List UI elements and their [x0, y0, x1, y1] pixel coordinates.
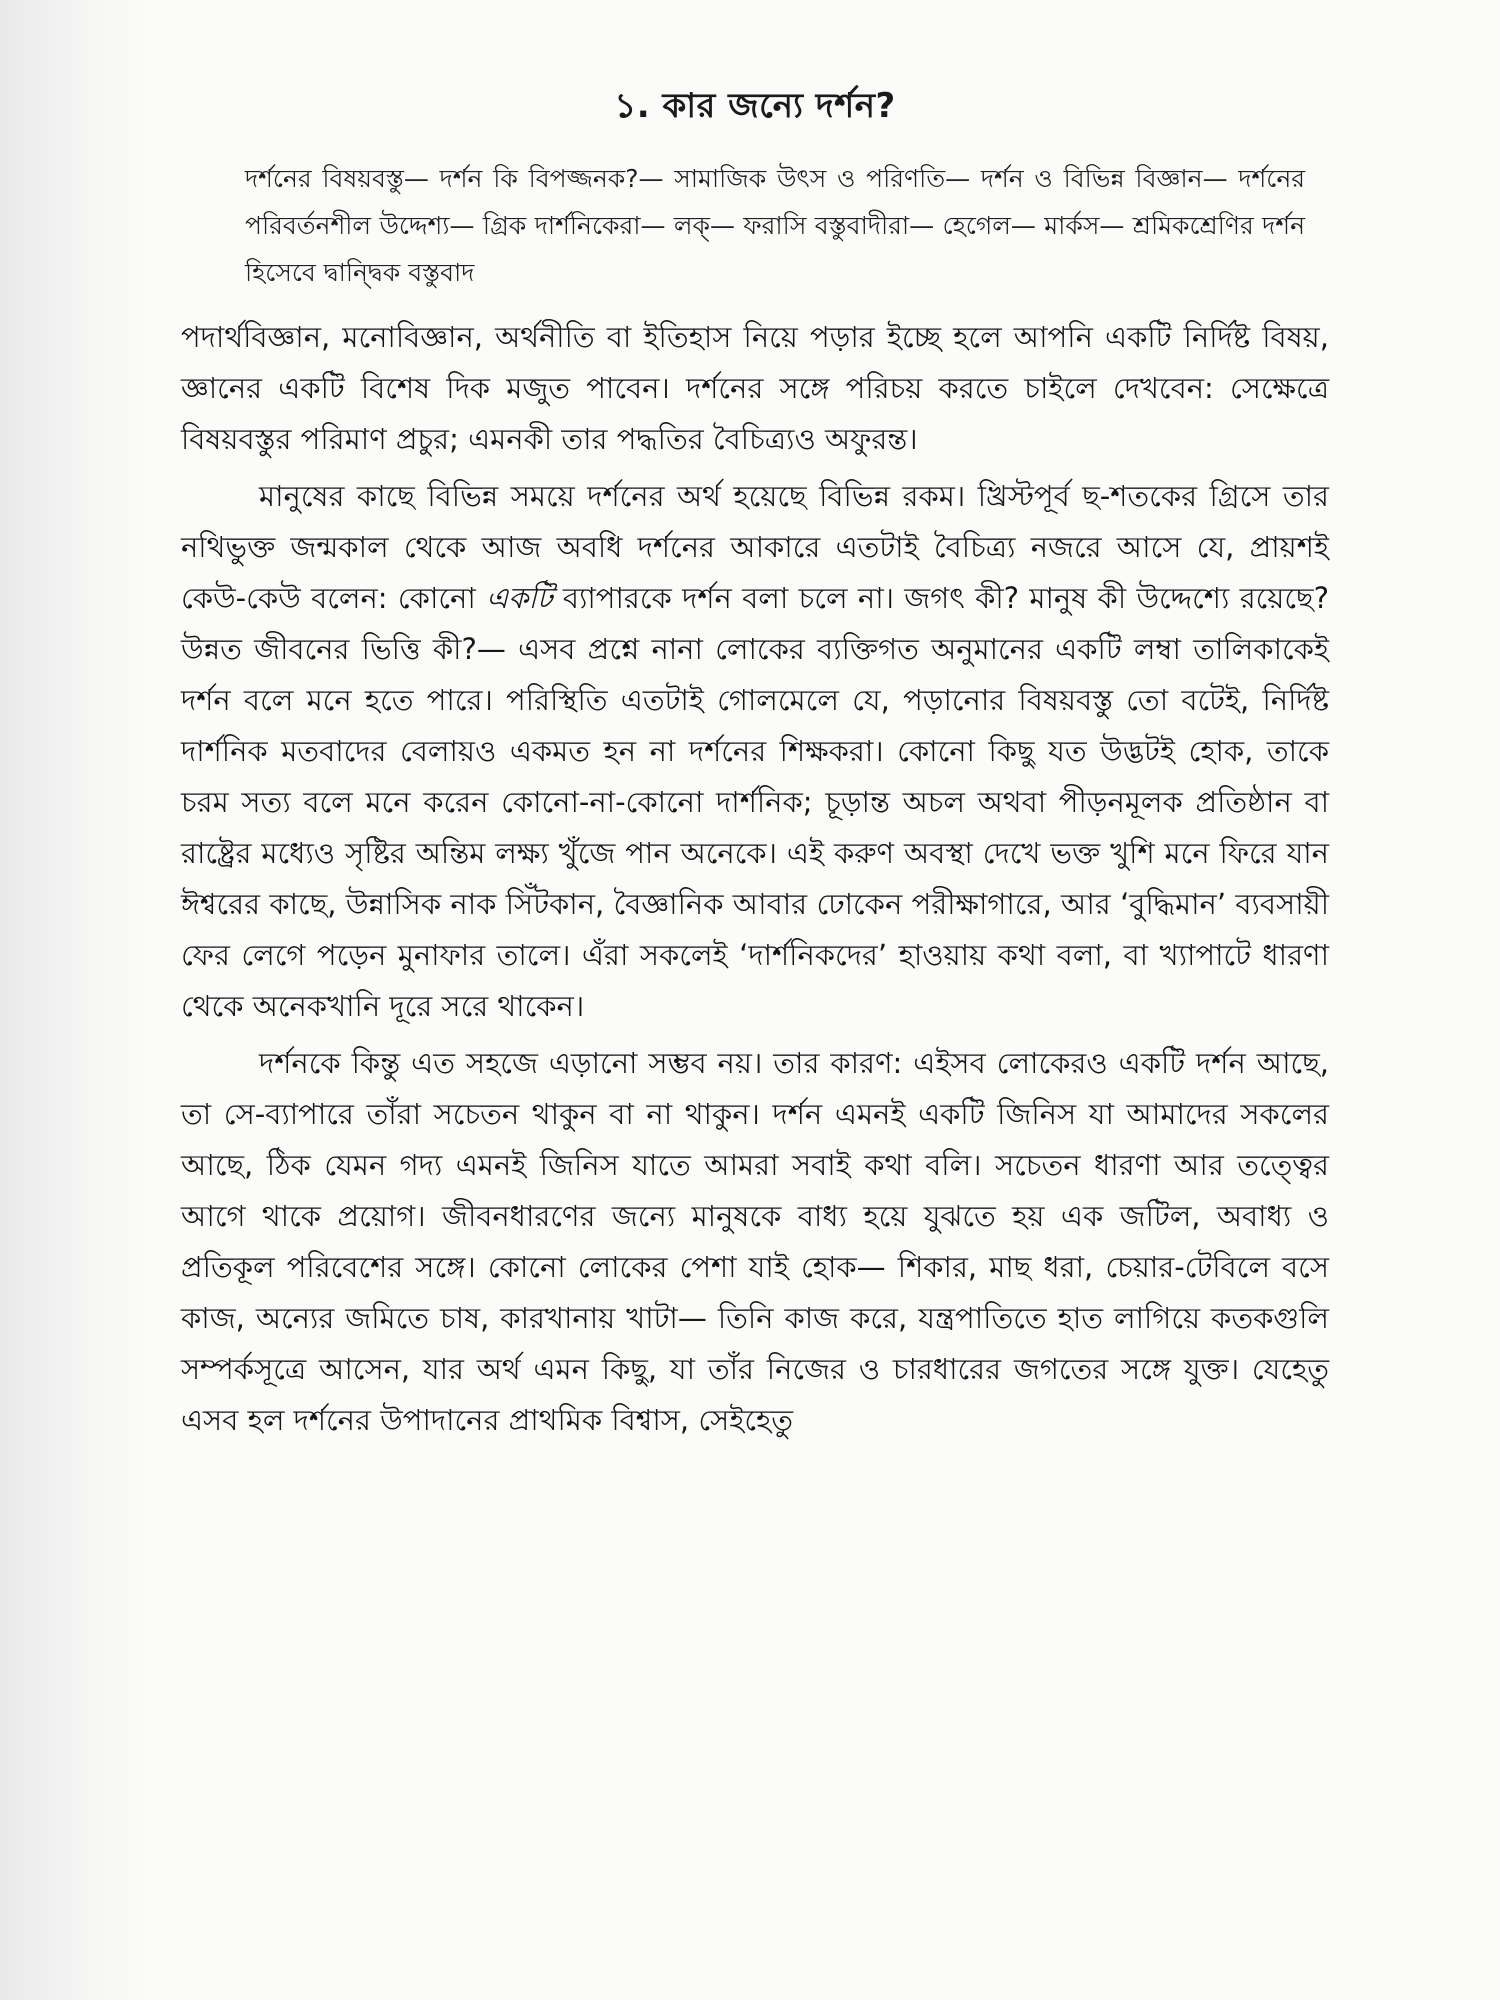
- paragraph-2: [181, 471, 1329, 1032]
- paragraph-1: পদার্থবিজ্ঞান, মনোবিজ্ঞান, অর্থনীতি বা ইতিহাস নিয়ে পড়ার ইচ্ছে হলে আপনি একটি নির্দিষ্ট বিষয়, জ্ঞানের একটি বিশেষ দিক মজুত পাবেন। দর্শনের সঙ্গে পরিচয় করতে চাইলে দেখবেন: সেক্ষেত্রে বিষয়বস্তুর পরিমাণ প্রচুর; এমনকী তার পদ্ধতির বৈচিত্র্যও অফুরন্ত।: [181, 320, 1329, 456]
- paragraph-2-part-b: ব্যাপারকে দর্শন বলা চলে না। জগৎ কী? মানুষ কী উদ্দেশ্যে রয়েছে? উন্নত জীবনের ভিত্তি কী?— এসব প্রশ্নে নানা লোকের ব্যক্তিগত অনুমানের একটি লম্বা তালিকাকেই দর্শন বলে মনে হতে পারে। পরিস্থিতি এতটাই গোলমেলে যে, পড়ানোর বিষয়বস্তু তো বটেই, নির্দিষ্ট দার্শনিক মতবাদের বেলায়ও একমত হন না দর্শনের শিক্ষকরা। কোনো কিছু যত উদ্ভটই হোক, তাকে চরম সত্য বলে মনে করেন কোনো-না-কোনো দার্শনিক; চূড়ান্ত অচল অথবা পীড়নমূলক প্রতিষ্ঠান বা রাষ্ট্রের মধ্যেও সৃষ্টির অন্তিম লক্ষ্য খুঁজে পান অনেকে। এই করুণ অবস্থা দেখে ভক্ত খুশি মনে ফিরে যান ঈশ্বরের কাছে, উন্নাসিক নাক সিঁটকান, বৈজ্ঞানিক আবার ঢোকেন পরীক্ষাগারে, আর ‘বুদ্ধিমান’ ব্যবসায়ী ফের লেগে পড়েন মুনাফার তালে। এঁরা সকলেই ‘দার্শনিকদের’ হাওয়ায় কথা বলা, বা খ্যাপাটে ধারণা থেকে অনেকখানি দূরে সরে থাকেন।: [181, 581, 1329, 1023]
- page-binding-shadow: [0, 0, 150, 2000]
- paragraph-2-part-a: মানুষের কাছে বিভিন্ন সময়ে দর্শনের অর্থ হয়েছে বিভিন্ন রকম। খ্রিস্টপূর্ব ছ-শতকের গ্রিসে তার নথিভুক্ত জন্মকাল থেকে আজ অবধি দর্শনের আকারে এতটাই বৈচিত্র্য নজরে আসে যে, প্রায়শই কেউ-কেউ বলেন: কোনো: [181, 479, 1329, 615]
- page-content: [181, 80, 1329, 1452]
- paragraph-3: দর্শনকে কিন্তু এত সহজে এড়ানো সম্ভব নয়। তার কারণ: এইসব লোকেরও একটি দর্শন আছে, তা সে-ব্যাপারে তাঁরা সচেতন থাকুন বা না থাকুন। দর্শন এমনই একটি জিনিস যা আমাদের সকলের আছে, ঠিক যেমন গদ্য এমনই জিনিস যাতে আমরা সবাই কথা বলি। সচেতন ধারণা আর তত্ত্বের আগে থাকে প্রয়োগ। জীবনধারণের জন্যে মানুষকে বাধ্য হয়ে যুঝতে হয় এক জটিল, অবাধ্য ও প্রতিকূল পরিবেশের সঙ্গে। কোনো লোকের পেশা যাই হোক— শিকার, মাছ ধরা, চেয়ার-টেবিলে বসে কাজ, অন্যের জমিতে চাষ, কারখানায় খাটা— তিনি কাজ করে, যন্ত্রপাতিতে হাত লাগিয়ে কতকগুলি সম্পর্কসূত্রে আসেন, যার অর্থ এমন কিছু, যা তাঁর নিজের ও চারধারের জগতের সঙ্গে যুক্ত। যেহেতু এসব হল দর্শনের উপাদানের প্রাথমিক বিশ্বাস, সেইহেতু: [181, 1046, 1329, 1437]
- chapter-topics: দর্শনের বিষয়বস্তু— দর্শন কি বিপজ্জনক?— সামাজিক উৎস ও পরিণতি— দর্শন ও বিভিন্ন বিজ্ঞান— দর্শনের পরিবর্তনশীল উদ্দেশ্য— গ্রিক দার্শনিকেরা— লক্— ফরাসি বস্তুবাদীরা— হেগেল— মার্কস— শ্রমিকশ্রেণির দর্শন হিসেবে দ্বান্দ্বিক বস্তুবাদ: [245, 164, 1305, 287]
- paragraph-2-emphasis: একটি: [486, 581, 553, 615]
- chapter-title: ১. কার জন্যে দর্শন?: [614, 86, 896, 126]
